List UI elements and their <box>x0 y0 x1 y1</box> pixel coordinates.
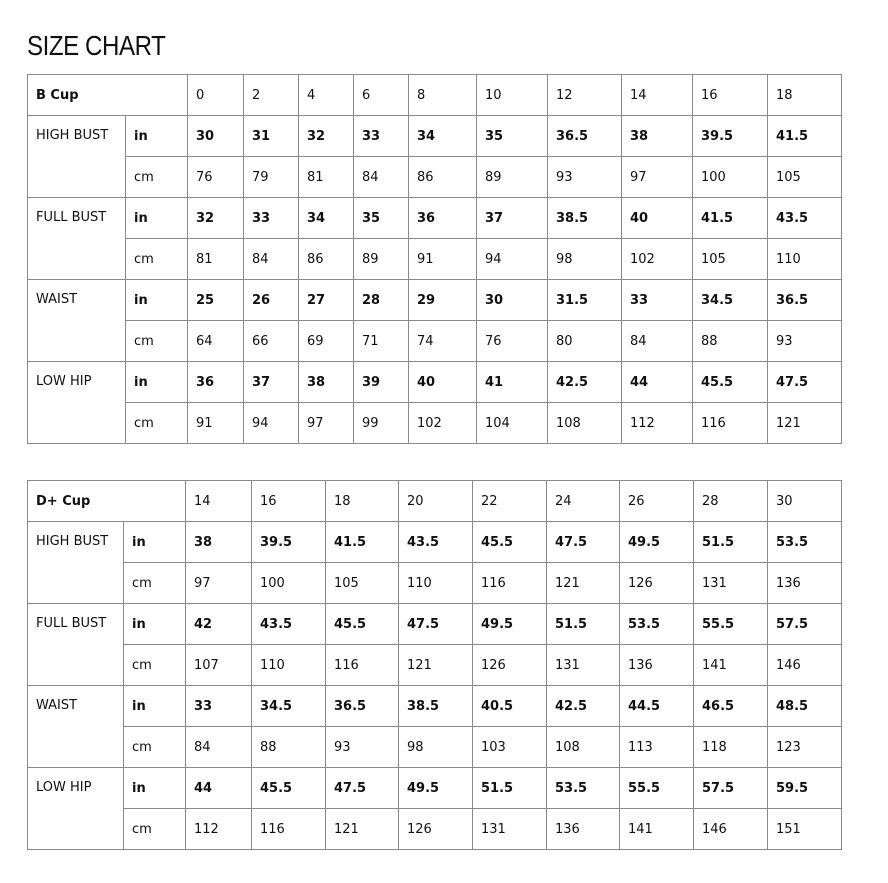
value-cell-cm: 86 <box>409 157 477 198</box>
b-cup-size-table <box>27 74 842 444</box>
unit-label-in: in <box>126 280 188 321</box>
value-cell-in: 26 <box>244 280 299 321</box>
value-cell-in: 40.5 <box>473 686 547 727</box>
value-cell-cm: 116 <box>252 809 326 850</box>
value-cell-in: 30 <box>188 116 244 157</box>
cup-label: D+ Cup <box>28 481 186 522</box>
value-cell-in: 39.5 <box>252 522 326 563</box>
size-header-cell: 26 <box>620 481 694 522</box>
unit-label-cm: cm <box>124 563 186 604</box>
value-cell-in: 41.5 <box>693 198 768 239</box>
value-cell-in: 36.5 <box>326 686 399 727</box>
value-cell-cm: 110 <box>768 239 842 280</box>
value-cell-in: 45.5 <box>473 522 547 563</box>
unit-label-in: in <box>126 198 188 239</box>
header-row <box>28 75 842 116</box>
value-cell-cm: 116 <box>326 645 399 686</box>
table-row <box>28 280 842 321</box>
table-row <box>28 239 842 280</box>
value-cell-cm: 146 <box>694 809 768 850</box>
value-cell-cm: 89 <box>354 239 409 280</box>
value-cell-in: 38 <box>299 362 354 403</box>
value-cell-cm: 136 <box>547 809 620 850</box>
value-cell-in: 33 <box>622 280 693 321</box>
value-cell-cm: 102 <box>622 239 693 280</box>
value-cell-cm: 91 <box>409 239 477 280</box>
measure-label: HIGH BUST <box>28 522 124 604</box>
unit-label-cm: cm <box>124 645 186 686</box>
value-cell-cm: 64 <box>188 321 244 362</box>
value-cell-cm: 121 <box>399 645 473 686</box>
table-row <box>28 157 842 198</box>
value-cell-in: 40 <box>409 362 477 403</box>
value-cell-cm: 80 <box>548 321 622 362</box>
d-plus-cup-size-table <box>27 480 842 850</box>
table-row <box>28 563 842 604</box>
size-header-cell: 16 <box>252 481 326 522</box>
table-row <box>28 768 842 809</box>
table-row <box>28 198 842 239</box>
value-cell-cm: 107 <box>186 645 252 686</box>
value-cell-in: 49.5 <box>620 522 694 563</box>
value-cell-in: 37 <box>244 362 299 403</box>
value-cell-cm: 141 <box>694 645 768 686</box>
value-cell-in: 30 <box>477 280 548 321</box>
unit-label-in: in <box>124 522 186 563</box>
table-row <box>28 686 842 727</box>
value-cell-cm: 79 <box>244 157 299 198</box>
value-cell-cm: 102 <box>409 403 477 444</box>
value-cell-in: 31 <box>244 116 299 157</box>
value-cell-cm: 123 <box>768 727 842 768</box>
value-cell-cm: 105 <box>326 563 399 604</box>
value-cell-in: 39.5 <box>693 116 768 157</box>
unit-label-cm: cm <box>126 403 188 444</box>
value-cell-in: 44.5 <box>620 686 694 727</box>
value-cell-in: 41.5 <box>768 116 842 157</box>
value-cell-cm: 131 <box>473 809 547 850</box>
value-cell-cm: 112 <box>186 809 252 850</box>
measure-label: FULL BUST <box>28 198 126 280</box>
value-cell-cm: 71 <box>354 321 409 362</box>
value-cell-in: 43.5 <box>768 198 842 239</box>
value-cell-in: 45.5 <box>252 768 326 809</box>
size-header-cell: 0 <box>188 75 244 116</box>
value-cell-in: 55.5 <box>620 768 694 809</box>
value-cell-cm: 94 <box>477 239 548 280</box>
value-cell-in: 43.5 <box>252 604 326 645</box>
size-header-cell: 12 <box>548 75 622 116</box>
value-cell-in: 38.5 <box>548 198 622 239</box>
page-title: SIZE CHART <box>27 30 166 61</box>
value-cell-in: 32 <box>188 198 244 239</box>
size-header-cell: 30 <box>768 481 842 522</box>
value-cell-in: 55.5 <box>694 604 768 645</box>
value-cell-cm: 98 <box>548 239 622 280</box>
value-cell-cm: 126 <box>399 809 473 850</box>
unit-label-cm: cm <box>126 321 188 362</box>
value-cell-in: 41 <box>477 362 548 403</box>
size-header-cell: 22 <box>473 481 547 522</box>
measure-label: WAIST <box>28 280 126 362</box>
value-cell-cm: 136 <box>620 645 694 686</box>
value-cell-in: 27 <box>299 280 354 321</box>
value-cell-cm: 86 <box>299 239 354 280</box>
size-header-cell: 4 <box>299 75 354 116</box>
value-cell-in: 28 <box>354 280 409 321</box>
value-cell-in: 47.5 <box>326 768 399 809</box>
value-cell-in: 44 <box>622 362 693 403</box>
value-cell-in: 33 <box>354 116 409 157</box>
value-cell-cm: 121 <box>768 403 842 444</box>
value-cell-cm: 108 <box>548 403 622 444</box>
table-row <box>28 645 842 686</box>
size-header-cell: 28 <box>694 481 768 522</box>
unit-label-in: in <box>124 686 186 727</box>
value-cell-cm: 126 <box>473 645 547 686</box>
value-cell-cm: 121 <box>326 809 399 850</box>
value-cell-cm: 97 <box>186 563 252 604</box>
value-cell-in: 51.5 <box>547 604 620 645</box>
value-cell-cm: 105 <box>693 239 768 280</box>
value-cell-in: 49.5 <box>399 768 473 809</box>
unit-label-cm: cm <box>126 157 188 198</box>
value-cell-in: 34 <box>299 198 354 239</box>
value-cell-in: 57.5 <box>694 768 768 809</box>
header-row <box>28 481 842 522</box>
unit-label-cm: cm <box>126 239 188 280</box>
value-cell-cm: 121 <box>547 563 620 604</box>
cup-label: B Cup <box>28 75 188 116</box>
table-row <box>28 604 842 645</box>
value-cell-in: 33 <box>186 686 252 727</box>
value-cell-cm: 116 <box>693 403 768 444</box>
size-header-cell: 16 <box>693 75 768 116</box>
value-cell-in: 36 <box>409 198 477 239</box>
value-cell-in: 38 <box>622 116 693 157</box>
value-cell-in: 36.5 <box>548 116 622 157</box>
value-cell-cm: 81 <box>188 239 244 280</box>
value-cell-in: 34.5 <box>252 686 326 727</box>
value-cell-in: 57.5 <box>768 604 842 645</box>
unit-label-cm: cm <box>124 727 186 768</box>
value-cell-cm: 110 <box>252 645 326 686</box>
value-cell-cm: 84 <box>622 321 693 362</box>
value-cell-in: 53.5 <box>620 604 694 645</box>
value-cell-in: 47.5 <box>547 522 620 563</box>
value-cell-in: 48.5 <box>768 686 842 727</box>
table-row <box>28 321 842 362</box>
size-header-cell: 20 <box>399 481 473 522</box>
value-cell-cm: 126 <box>620 563 694 604</box>
value-cell-cm: 110 <box>399 563 473 604</box>
value-cell-in: 46.5 <box>694 686 768 727</box>
value-cell-cm: 93 <box>326 727 399 768</box>
value-cell-cm: 131 <box>694 563 768 604</box>
value-cell-in: 51.5 <box>473 768 547 809</box>
value-cell-in: 51.5 <box>694 522 768 563</box>
value-cell-cm: 112 <box>622 403 693 444</box>
value-cell-in: 34 <box>409 116 477 157</box>
value-cell-cm: 131 <box>547 645 620 686</box>
value-cell-in: 40 <box>622 198 693 239</box>
value-cell-in: 31.5 <box>548 280 622 321</box>
value-cell-in: 36 <box>188 362 244 403</box>
value-cell-in: 43.5 <box>399 522 473 563</box>
table-row <box>28 727 842 768</box>
value-cell-cm: 89 <box>477 157 548 198</box>
measure-label: FULL BUST <box>28 604 124 686</box>
value-cell-in: 25 <box>188 280 244 321</box>
value-cell-in: 36.5 <box>768 280 842 321</box>
value-cell-in: 38.5 <box>399 686 473 727</box>
value-cell-cm: 74 <box>409 321 477 362</box>
value-cell-in: 41.5 <box>326 522 399 563</box>
size-header-cell: 24 <box>547 481 620 522</box>
size-header-cell: 18 <box>768 75 842 116</box>
value-cell-cm: 93 <box>768 321 842 362</box>
measure-label: LOW HIP <box>28 362 126 444</box>
value-cell-cm: 98 <box>399 727 473 768</box>
value-cell-in: 45.5 <box>693 362 768 403</box>
value-cell-cm: 118 <box>694 727 768 768</box>
value-cell-cm: 113 <box>620 727 694 768</box>
value-cell-cm: 97 <box>622 157 693 198</box>
value-cell-cm: 91 <box>188 403 244 444</box>
table-row <box>28 809 842 850</box>
value-cell-in: 42 <box>186 604 252 645</box>
value-cell-in: 53.5 <box>547 768 620 809</box>
value-cell-cm: 66 <box>244 321 299 362</box>
size-header-cell: 14 <box>622 75 693 116</box>
unit-label-cm: cm <box>124 809 186 850</box>
value-cell-in: 53.5 <box>768 522 842 563</box>
value-cell-cm: 108 <box>547 727 620 768</box>
value-cell-in: 35 <box>354 198 409 239</box>
table-row <box>28 116 842 157</box>
unit-label-in: in <box>124 768 186 809</box>
value-cell-in: 35 <box>477 116 548 157</box>
value-cell-cm: 103 <box>473 727 547 768</box>
table-row <box>28 403 842 444</box>
size-header-cell: 10 <box>477 75 548 116</box>
table-row <box>28 522 842 563</box>
value-cell-cm: 84 <box>244 239 299 280</box>
value-cell-cm: 100 <box>693 157 768 198</box>
table-row <box>28 362 842 403</box>
value-cell-in: 33 <box>244 198 299 239</box>
value-cell-cm: 81 <box>299 157 354 198</box>
size-header-cell: 2 <box>244 75 299 116</box>
value-cell-in: 49.5 <box>473 604 547 645</box>
value-cell-in: 29 <box>409 280 477 321</box>
size-header-cell: 8 <box>409 75 477 116</box>
value-cell-cm: 88 <box>252 727 326 768</box>
value-cell-in: 38 <box>186 522 252 563</box>
value-cell-cm: 84 <box>354 157 409 198</box>
value-cell-cm: 69 <box>299 321 354 362</box>
value-cell-cm: 136 <box>768 563 842 604</box>
value-cell-cm: 76 <box>477 321 548 362</box>
unit-label-in: in <box>126 116 188 157</box>
value-cell-in: 34.5 <box>693 280 768 321</box>
value-cell-cm: 151 <box>768 809 842 850</box>
value-cell-cm: 99 <box>354 403 409 444</box>
value-cell-cm: 88 <box>693 321 768 362</box>
measure-label: WAIST <box>28 686 124 768</box>
value-cell-in: 47.5 <box>768 362 842 403</box>
value-cell-in: 47.5 <box>399 604 473 645</box>
value-cell-in: 42.5 <box>547 686 620 727</box>
value-cell-cm: 105 <box>768 157 842 198</box>
size-header-cell: 14 <box>186 481 252 522</box>
value-cell-cm: 116 <box>473 563 547 604</box>
value-cell-in: 39 <box>354 362 409 403</box>
value-cell-in: 37 <box>477 198 548 239</box>
measure-label: HIGH BUST <box>28 116 126 198</box>
value-cell-in: 32 <box>299 116 354 157</box>
value-cell-cm: 100 <box>252 563 326 604</box>
value-cell-cm: 97 <box>299 403 354 444</box>
measure-label: LOW HIP <box>28 768 124 850</box>
size-header-cell: 18 <box>326 481 399 522</box>
value-cell-cm: 146 <box>768 645 842 686</box>
value-cell-cm: 84 <box>186 727 252 768</box>
size-header-cell: 6 <box>354 75 409 116</box>
value-cell-in: 59.5 <box>768 768 842 809</box>
value-cell-cm: 94 <box>244 403 299 444</box>
unit-label-in: in <box>126 362 188 403</box>
value-cell-cm: 104 <box>477 403 548 444</box>
value-cell-in: 44 <box>186 768 252 809</box>
value-cell-cm: 93 <box>548 157 622 198</box>
unit-label-in: in <box>124 604 186 645</box>
value-cell-cm: 76 <box>188 157 244 198</box>
value-cell-in: 42.5 <box>548 362 622 403</box>
value-cell-cm: 141 <box>620 809 694 850</box>
value-cell-in: 45.5 <box>326 604 399 645</box>
